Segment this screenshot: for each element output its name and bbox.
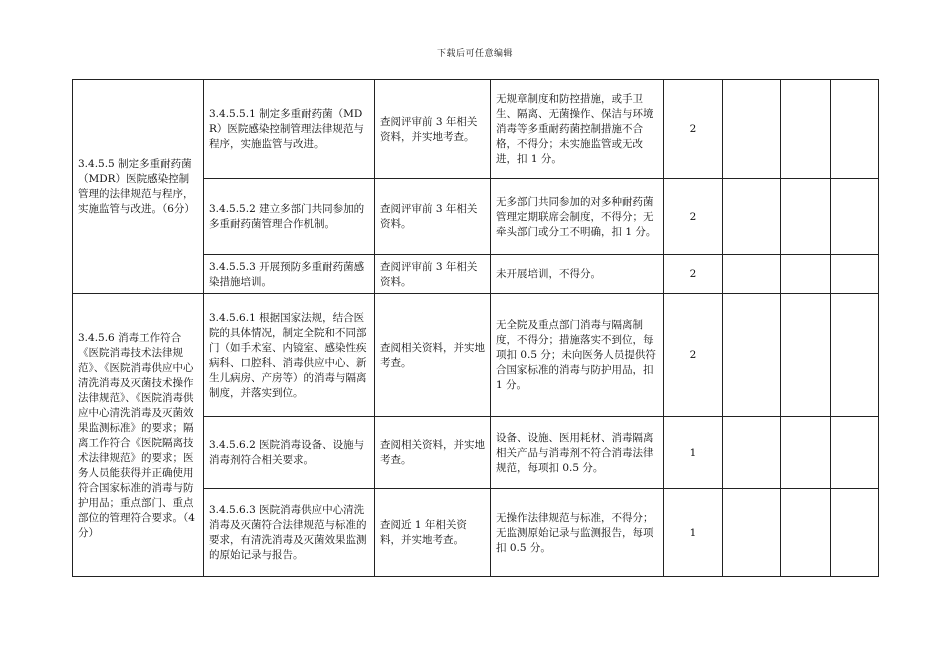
detail-cell: 3.4.5.5.1 制定多重耐药菌（MDR）医院感染控制管理法律规范与程序，实施监管与改进。 (204, 80, 375, 179)
score-cell: 1 (664, 489, 723, 577)
method-cell: 查阅相关资料，并实地考查。 (375, 294, 491, 417)
empty-cell (831, 294, 879, 417)
method-cell: 查阅评审前 3 年相关资料。 (375, 179, 491, 255)
score-cell: 2 (664, 294, 723, 417)
score-cell: 2 (664, 255, 723, 294)
detail-cell: 3.4.5.5.3 开展预防多重耐药菌感染措施培训。 (204, 255, 375, 294)
detail-cell: 3.4.5.6.1 根据国家法规，结合医院的具体情况，制定全院和不同部门（如手术室、内镜室、感染性疾病科、口腔科、消毒供应中心、新生儿病房、产房等）的消毒与隔离制度，并落实到位。 (204, 294, 375, 417)
criteria-cell: 设备、设施、医用耗材、消毒隔离相关产品与消毒剂不符合消毒法律规范，每项扣 0.5 分。 (491, 417, 664, 489)
detail-cell: 3.4.5.5.2 建立多部门共同参加的多重耐药菌管理合作机制。 (204, 179, 375, 255)
detail-cell: 3.4.5.6.2 医院消毒设备、设施与消毒剂符合相关要求。 (204, 417, 375, 489)
empty-cell (723, 80, 781, 179)
criteria-cell: 无规章制度和防控措施，或手卫生、隔离、无菌操作、保洁与环境消毒等多重耐药菌控制措施不合格，不得分；未实施监管或无改进，扣 1 分。 (491, 80, 664, 179)
method-cell: 查阅评审前 3 年相关资料。 (375, 255, 491, 294)
standard-cell: 3.4.5.5 制定多重耐药菌（MDR）医院感染控制管理的法律规范与程序，实施监管与改进。（6分） (73, 80, 204, 294)
score-cell: 1 (664, 417, 723, 489)
empty-cell (831, 417, 879, 489)
method-cell: 查阅近 1 年相关资料，并实地考查。 (375, 489, 491, 577)
empty-cell (723, 294, 781, 417)
table-row (73, 294, 879, 417)
empty-cell (831, 489, 879, 577)
criteria-cell: 无操作法律规范与标准，不得分；无监测原始记录与监测报告，每项扣 0.5 分。 (491, 489, 664, 577)
header-note: 下载后可任意编辑 (436, 49, 513, 59)
criteria-cell: 未开展培训，不得分。 (491, 255, 664, 294)
empty-cell (831, 255, 879, 294)
empty-cell (723, 255, 781, 294)
empty-cell (781, 489, 831, 577)
criteria-cell: 无全院及重点部门消毒与隔离制度，不得分；措施落实不到位，每项扣 0.5 分；未向医务人员提供符合国家标准的消毒与防护用品，扣 1 分。 (491, 294, 664, 417)
criteria-cell: 无多部门共同参加的对多种耐药菌管理定期联席会制度，不得分；无牵头部门或分工不明确，扣 1 分。 (491, 179, 664, 255)
detail-cell: 3.4.5.6.3 医院消毒供应中心清洗消毒及灭菌符合法律规范与标准的要求，有清洗消毒及灭菌效果监测的原始记录与报告。 (204, 489, 375, 577)
score-cell: 2 (664, 179, 723, 255)
empty-cell (723, 489, 781, 577)
empty-cell (781, 294, 831, 417)
empty-cell (781, 255, 831, 294)
empty-cell (831, 80, 879, 179)
empty-cell (781, 417, 831, 489)
table-row (73, 80, 879, 179)
empty-cell (723, 417, 781, 489)
method-cell: 查阅相关资料，并实地考查。 (375, 417, 491, 489)
standard-cell: 3.4.5.6 消毒工作符合《医院消毒技术法律规范》、《医院消毒供应中心清洗消毒及灭菌技术操作法律规范》、《医院消毒供应中心清洗消毒及灭菌效果监测标准》的要求；隔离工作符合《医院隔离技术法律规范》的要求；医务人员能获得并正确使用符合国家标准的消毒与防护用品；重点部门、重点部位的管理符合要求。（4分） (73, 294, 204, 577)
score-cell: 2 (664, 80, 723, 179)
evaluation-table (72, 79, 879, 577)
method-cell: 查阅评审前 3 年相关资料，并实地考查。 (375, 80, 491, 179)
empty-cell (723, 179, 781, 255)
empty-cell (831, 179, 879, 255)
empty-cell (781, 179, 831, 255)
empty-cell (781, 80, 831, 179)
